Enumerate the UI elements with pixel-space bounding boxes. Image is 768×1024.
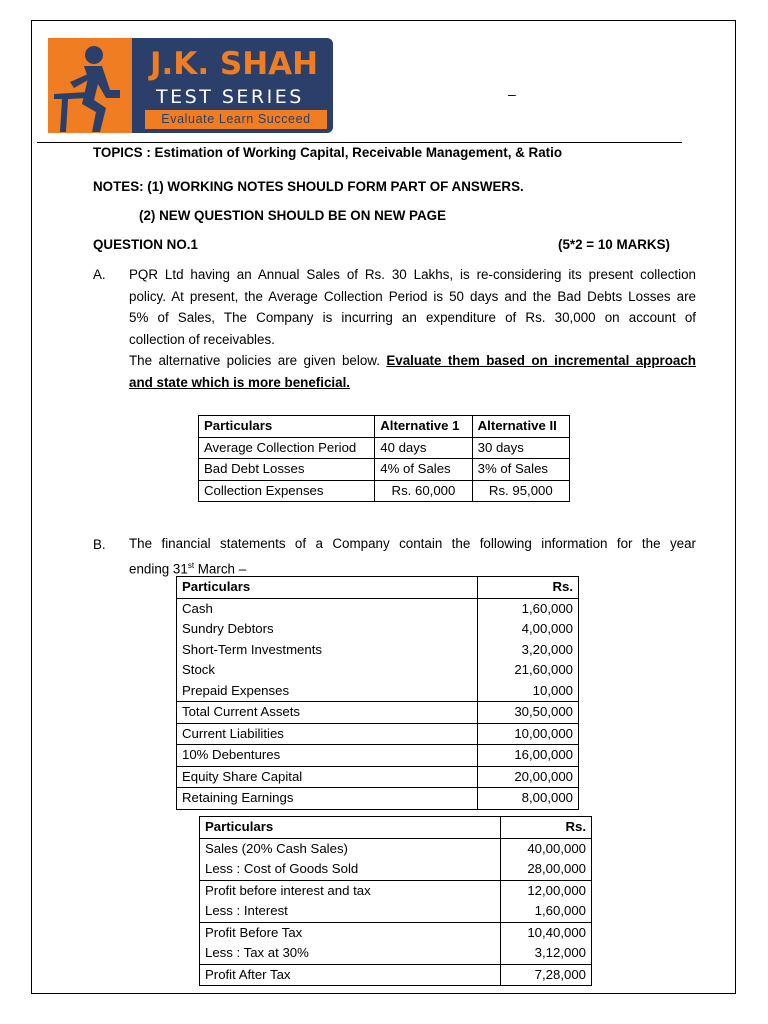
- part-a-label: A.: [93, 267, 106, 282]
- table-row: [177, 702, 579, 724]
- table-header-row: [177, 577, 579, 599]
- table-row: [177, 640, 579, 661]
- logo-orange-panel: [48, 38, 132, 133]
- table-cell: Total Current Assets: [177, 702, 478, 724]
- table-row: [177, 723, 579, 745]
- logo-tagline: Evaluate Learn Succeed: [145, 110, 327, 129]
- table-cell: 10,00,000: [478, 723, 579, 745]
- table-header: Particulars: [177, 577, 478, 599]
- table-row: [199, 437, 570, 459]
- table-cell: Cash: [177, 598, 478, 619]
- table-cell: 8,00,000: [478, 788, 579, 810]
- table-row: [200, 880, 592, 901]
- table-row: [177, 788, 579, 810]
- table-cell: 10% Debentures: [177, 745, 478, 767]
- table-cell: 12,00,000: [501, 880, 592, 901]
- table-header: Particulars: [199, 416, 375, 438]
- table-row: [177, 660, 579, 681]
- header-mark: –: [508, 86, 516, 102]
- table-cell: 10,000: [478, 681, 579, 702]
- table-header-row: [200, 817, 592, 839]
- part-a-instruction-line: [129, 350, 696, 372]
- table-header: Alternative II: [472, 416, 569, 438]
- table-cell: 30 days: [472, 437, 569, 459]
- table-cell: 1,60,000: [501, 901, 592, 922]
- table-cell: Rs. 60,000: [375, 480, 472, 502]
- table-cell: 40 days: [375, 437, 472, 459]
- table-cell: Equity Share Capital: [177, 766, 478, 788]
- table-cell: 28,00,000: [501, 859, 592, 880]
- income-table: [199, 816, 592, 986]
- date-prefix: ending 31: [129, 560, 188, 576]
- table-cell: 7,28,000: [501, 964, 592, 986]
- table-row: [200, 922, 592, 943]
- note-1: NOTES: (1) WORKING NOTES SHOULD FORM PART OF ANSWERS.: [93, 179, 524, 194]
- table-header: Particulars: [200, 817, 501, 839]
- date-suffix: st: [187, 560, 195, 570]
- table-header: Rs.: [478, 577, 579, 599]
- part-a-line: policy. At present, the Average Collection Period is 50 days and the Bad Debts Losses are: [129, 288, 696, 304]
- jk-shah-logo: [48, 38, 358, 133]
- table-header: Rs.: [501, 817, 592, 839]
- table-cell: Average Collection Period: [199, 437, 375, 459]
- instruction-part-1: Evaluate them based on incremental approach: [386, 353, 696, 368]
- table-cell: 3% of Sales: [472, 459, 569, 481]
- table-cell: Short-Term Investments: [177, 640, 478, 661]
- table-cell: Profit Before Tax: [200, 922, 501, 943]
- table-row: [177, 766, 579, 788]
- part-b-paragraph: [129, 533, 696, 579]
- registered-mark: ®: [349, 44, 358, 54]
- table-row: [200, 859, 592, 880]
- table-cell: Sundry Debtors: [177, 619, 478, 640]
- alt-intro: The alternative policies are given below.: [129, 353, 380, 368]
- table-row: [177, 619, 579, 640]
- table-cell: 4% of Sales: [375, 459, 472, 481]
- table-row: [177, 598, 579, 619]
- table-cell: Bad Debt Losses: [199, 459, 375, 481]
- table-cell: 20,00,000: [478, 766, 579, 788]
- table-row: [200, 901, 592, 922]
- table-cell: 3,20,000: [478, 640, 579, 661]
- table-cell: Less : Interest: [200, 901, 501, 922]
- table-cell: Less : Cost of Goods Sold: [200, 859, 501, 880]
- table-cell: Rs. 95,000: [472, 480, 569, 502]
- question-marks: (5*2 = 10 MARKS): [558, 237, 670, 252]
- part-a-paragraph: [129, 264, 696, 393]
- table-cell: 21,60,000: [478, 660, 579, 681]
- part-b-line: The financial statements of a Company contain the following information for the year: [129, 536, 696, 551]
- part-b-label: B.: [93, 537, 106, 552]
- note-2: (2) NEW QUESTION SHOULD BE ON NEW PAGE: [139, 208, 447, 223]
- table-cell: Stock: [177, 660, 478, 681]
- table-cell: 40,00,000: [501, 838, 592, 859]
- date-rest: March –: [194, 560, 247, 576]
- topics-heading: TOPICS : Estimation of Working Capital, Receivable Management, & Ratio: [93, 145, 563, 160]
- alternatives-table: [198, 415, 570, 502]
- part-a-line: 5% of Sales, The Company is incurring an expenditure of Rs. 30,000 on account of: [129, 310, 696, 325]
- table-cell: Prepaid Expenses: [177, 681, 478, 702]
- table-row: [177, 745, 579, 767]
- table-cell: Retaining Earnings: [177, 788, 478, 810]
- table-cell: Collection Expenses: [199, 480, 375, 502]
- table-cell: 30,50,000: [478, 702, 579, 724]
- table-cell: Sales (20% Cash Sales): [200, 838, 501, 859]
- instruction-part-2: and state which is more beneficial.: [129, 374, 351, 390]
- student-at-desk-icon: [48, 38, 132, 133]
- part-a-line: collection of receivables.: [129, 331, 275, 347]
- logo-brand: J.K. SHAH: [150, 46, 319, 82]
- table-row: [200, 964, 592, 986]
- table-header: Alternative 1: [375, 416, 472, 438]
- table-row: [200, 943, 592, 964]
- table-cell: Current Liabilities: [177, 723, 478, 745]
- table-cell: 10,40,000: [501, 922, 592, 943]
- header-rule: [37, 142, 682, 143]
- table-cell: Profit After Tax: [200, 964, 501, 986]
- table-cell: 3,12,000: [501, 943, 592, 964]
- table-cell: 16,00,000: [478, 745, 579, 767]
- question-title: QUESTION NO.1: [93, 237, 198, 252]
- table-row: [199, 459, 570, 481]
- table-cell: 4,00,000: [478, 619, 579, 640]
- part-a-line: PQR Ltd having an Annual Sales of Rs. 30 Lakhs, is re-considering its present collection: [129, 267, 696, 282]
- table-cell: 1,60,000: [478, 598, 579, 619]
- table-cell: Less : Tax at 30%: [200, 943, 501, 964]
- table-cell: Profit before interest and tax: [200, 880, 501, 901]
- logo-series: TEST SERIES: [156, 86, 304, 108]
- table-row: [199, 480, 570, 502]
- table-row: [177, 681, 579, 702]
- table-header-row: [199, 416, 570, 438]
- table-row: [200, 838, 592, 859]
- balance-table: [176, 576, 579, 810]
